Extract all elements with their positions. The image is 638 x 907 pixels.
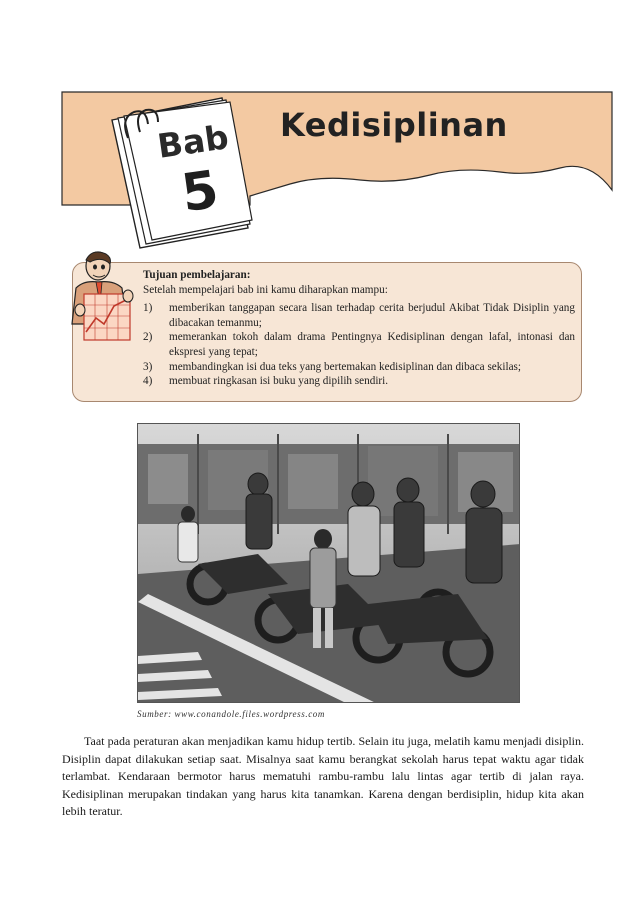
objective-item bbox=[143, 374, 575, 389]
objective-item bbox=[143, 301, 575, 330]
objective-number: 4) bbox=[143, 375, 153, 388]
objective-item bbox=[143, 330, 575, 359]
objective-item bbox=[143, 360, 575, 375]
photo-illustration bbox=[138, 424, 520, 703]
objective-number: 2) bbox=[143, 331, 153, 344]
objective-text: memerankan tokoh dalam drama Pentingnya Kedisiplinan dengan lafal, intonasi dan ekspresi yang tepat; bbox=[169, 331, 575, 358]
objective-text: membandingkan isi dua teks yang bertemakan kedisiplinan dan dibaca sekilas; bbox=[169, 360, 521, 373]
objective-text: memberikan tanggapan secara lisan terhadap cerita berjudul Akibat Tidak Disiplin yang dibacakan temanmu; bbox=[169, 302, 575, 329]
objectives-list bbox=[143, 301, 575, 389]
objectives-intro: Setelah mempelajari bab ini kamu diharapkan mampu: bbox=[143, 283, 388, 296]
objective-number: 3) bbox=[143, 360, 153, 373]
street-crossing-photo bbox=[137, 423, 520, 703]
chapter-label: Bab bbox=[155, 117, 231, 166]
objective-number: 1) bbox=[143, 302, 153, 315]
teacher-mascot-icon bbox=[62, 248, 142, 358]
photo-source-caption: Sumber: www.conandole.files.wordpress.com bbox=[137, 709, 326, 719]
learning-objectives bbox=[143, 268, 575, 389]
chapter-title: Kedisiplinan bbox=[280, 106, 508, 144]
objective-text: membuat ringkasan isi buku yang dipilih sendiri. bbox=[169, 375, 389, 388]
chapter-number: 5 bbox=[177, 159, 223, 225]
objectives-heading: Tujuan pembelajaran: bbox=[143, 269, 251, 281]
body-paragraph: Taat pada peraturan akan menjadikan kamu hidup tertib. Selain itu juga, melatih kamu menjadi disiplin. Disiplin dapat dilakukan setiap saat. Misalnya saat kamu berangkat sekolah harus tepat waktu agar tidak terlambat. Kendaraan bermotor harus mematuhi rambu-rambu lalu lintas agar tertib di jalan raya. Kedisiplinan merupakan tindakan yang harus kita tanamkan. Karena dengan berdisiplin, hidup kita akan lebih teratur. bbox=[62, 734, 584, 819]
